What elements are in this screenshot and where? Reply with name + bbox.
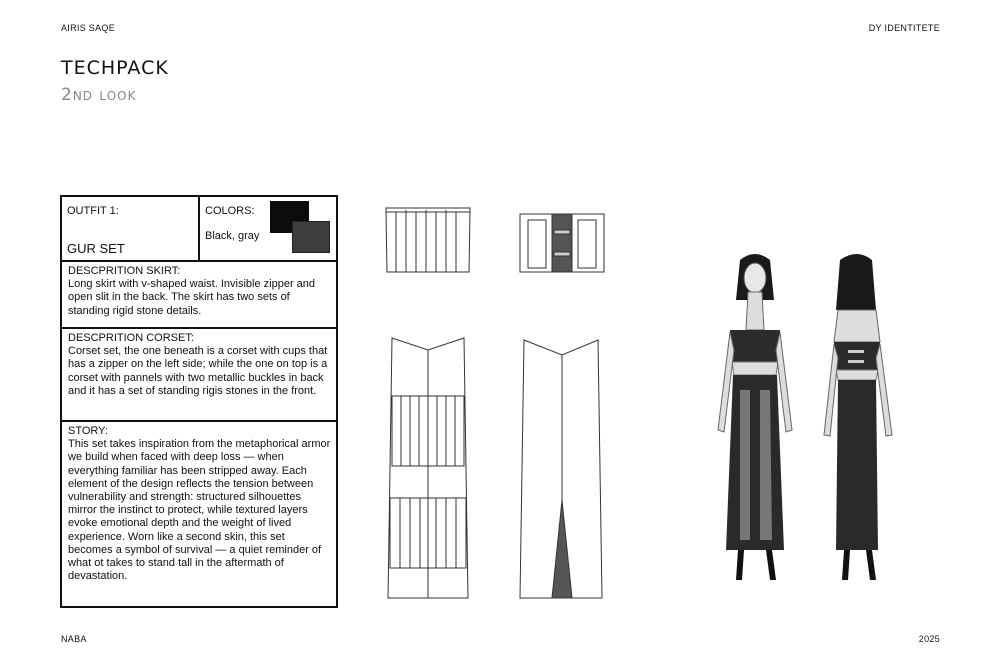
story-text: This set takes inspiration from the metaphorical armor we build when faced with deep loss — when everything familiar has been stripped away. Each element of the design reflects the tension between vulnerability and strength: structured silhouettes mirror the instinct to protect, while textured layers evoke emotional depth and the weight of lived experience. Worn like a second skin, this set becomes a symbol of survival — a quiet reminder of what ot takes to stand tall in the aftermath of devastation. [68,438,331,583]
spec-row-header [62,197,336,262]
corset-description-row [62,329,336,422]
outfit-value: GUR SET [67,241,125,256]
school-name: NABA [61,634,87,644]
model-illustration [700,250,920,590]
color-swatch-gray [292,221,330,253]
skirt-label: DESCPRITION SKIRT: [68,265,181,277]
skirt-description-row [62,262,336,329]
outfit-cell [62,197,200,260]
skirt-front-drawing [388,338,468,598]
skirt-back-drawing [520,340,602,598]
page-title: TECHPACK [61,57,169,79]
story-row [62,422,336,608]
designer-name: AIRIS SAQE [61,23,116,33]
skirt-text: Long skirt with v-shaped waist. Invisible zipper and open slit in the back. The skirt has two sets of standing rigid stone details. [68,278,316,317]
corset-back-drawing [520,214,604,272]
page-subtitle: 2nd look [61,85,137,105]
spec-table [60,195,338,608]
corset-text: Corset set, the one beneath is a corset with cups that has a zipper on the left side; while the one on top is a corset with pannels with two metallic buckles in back and it has a set of standing rigis stones in the front. [68,345,328,397]
technical-flat-drawings [370,200,630,620]
collection-name: DY IDENTITETE [868,23,940,33]
colors-cell [200,197,338,260]
corset-label: DESCPRITION CORSET: [68,332,194,344]
colors-value: Black, gray [205,230,260,242]
year: 2025 [918,634,940,644]
corset-front-drawing [386,208,470,272]
outfit-label: OUTFIT 1: [67,205,119,217]
story-label: STORY: [68,425,108,437]
colors-label: COLORS: [205,205,255,217]
model-front-figure [718,254,792,580]
model-back-figure [824,254,892,580]
